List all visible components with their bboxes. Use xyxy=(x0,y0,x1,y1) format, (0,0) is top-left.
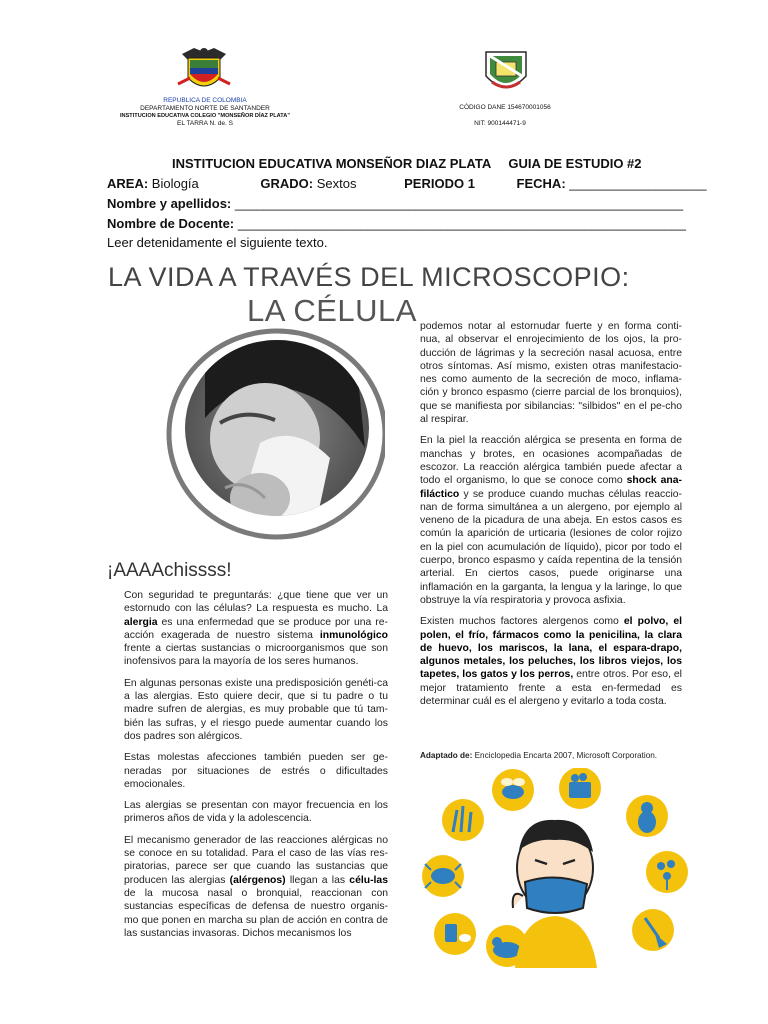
credit-text: Enciclopedia Encarta 2007, Microsoft Corporation. xyxy=(472,751,658,760)
institution-name: INSTITUCION EDUCATIVA MONSEÑOR DIAZ PLATA xyxy=(172,156,491,171)
docente-label: Nombre de Docente: xyxy=(107,216,235,231)
left-paragraph-3: Estas molestas afecciones también pueden ser ge-neradas por situaciones de estrés o dificultades emocionales. xyxy=(124,752,388,790)
institution-title xyxy=(172,156,642,171)
header-right-line-1: CÓDIGO DANE 154670001056 xyxy=(459,104,551,111)
text-span: frente a ciertas sustancias o microorganismos que son inofensivos para la mayoría de los seres humanos. xyxy=(124,643,388,668)
area-label: AREA: xyxy=(107,176,149,191)
text-span: El mecanismo generador de las reacciones alérgicas no se conoce en su totalidad. Para el caso de las vías res-piratorias, parece ser que cuando las sustancias que producen las alergias xyxy=(124,834,388,886)
bee-icon xyxy=(492,769,534,811)
laundry-icon xyxy=(559,768,601,809)
text-span: Con seguridad te preguntarás: ¿que tiene que ver un estornudo con las células? La respuesta es mucho. La xyxy=(124,590,388,615)
school-shield-logo xyxy=(482,48,530,98)
right-paragraph-1: podemos notar al estornudar fuerte y en forma conti-nua, al observar el enrojecimiento de los ojos, la pro-ducción de lágrimas y la secreción nasal acuosa, entre otros síntomas. Así mismo, existen otras manifestacio-nes como aumento de la secreción de moco, inflama-ción y bronco espasmo (cierre parcial de los bronquios), que se manifiesta por sibilancias: "silbidos" en el pe-cho al respirar. xyxy=(420,321,682,426)
left-paragraph-5 xyxy=(124,834,388,940)
broom-icon xyxy=(632,909,674,951)
header-left-line-2: DEPARTAMENTO NORTE DE SANTANDER xyxy=(140,105,270,112)
text-span: llegan a las xyxy=(285,874,350,886)
header-right-line-2: NIT: 900144471-9 xyxy=(474,120,526,127)
left-column xyxy=(124,589,388,940)
nombre-field[interactable]: ______________________________________________________________ xyxy=(234,196,684,211)
term-shock-anafilactico: shock ana-filáctico xyxy=(420,475,682,500)
pollen-plant-icon xyxy=(646,851,688,893)
grado-value: Sextos xyxy=(316,176,357,191)
docente-row xyxy=(107,216,686,231)
text-span: de la mucosa nasal o bronquial, reaccionan con sustancias específicas de defensa de nuestro organis-mo que ponen en marcha su plan de acción en contra de las sustancias invasoras. Dichos mecanismos los xyxy=(124,887,388,939)
dust-mite-icon xyxy=(422,855,464,897)
text-span: es una enfermedad que se produce por una re-acción exagerada de nuestro sistema xyxy=(124,616,388,641)
credit-label: Adaptado de: xyxy=(420,751,473,760)
term-alergia: alergia xyxy=(124,616,158,628)
sneezing-person-photo xyxy=(165,328,385,548)
term-alergenos: (alérgenos) xyxy=(229,874,286,886)
article-banner-subtitle: LA CÉLULA xyxy=(247,293,417,328)
right-paragraph-2 xyxy=(420,434,682,607)
colombia-coat-of-arms xyxy=(176,44,232,96)
header-left-line-3: INSTITUCION EDUCATIVA COLEGIO "MONSEÑOR DÍAZ PLATA" xyxy=(119,113,290,119)
term-celulas: célu-las xyxy=(349,874,388,886)
allergen-list: el polvo, el polen, el frío, fármacos como la penicilina, la clara de huevo, los mariscos, la lana, el espara-drapo, algunos metales, los peluches, los libros viejos, los tapetes, los gatos y los perros, xyxy=(420,616,682,681)
medicine-icon xyxy=(434,913,476,955)
nombre-row xyxy=(107,196,683,211)
text-span: entre otros. Por eso, el mejor tratamiento frente a esta en-fermedad es determinar cuál es el alergeno y evitarlo a toda costa. xyxy=(420,669,682,708)
source-credit xyxy=(420,751,657,760)
grass-icon xyxy=(442,799,484,841)
sneezing-man-icon xyxy=(513,820,597,968)
left-paragraph-1 xyxy=(124,589,388,669)
text-span: En la piel la reacción alérgica se presenta en forma de manchas y brotes, en ocasiones acompañadas de escozor. La reacción alérgica también puede afectar a todo el organismo, lo que se conoce como xyxy=(420,435,682,487)
fecha-label: FECHA: xyxy=(516,176,566,191)
area-row xyxy=(107,176,707,191)
right-paragraph-3 xyxy=(420,615,682,708)
text-span: y se produce cuando muchas células reaccio-nan de forma simultánea a un alergeno, por ejemplo al veneno de la picadura de una abeja. En estos casos es común la aparición de urticaria (lesiones de color rojizo en la piel con acumulación de líquido), picor por todo el cuerpo, bronco espasmo y caída repentina de la tensión arterial. En ciertos casos, puede originarse una inflamación en la garganta, la lengua y la laringe, lo que obstruye la vía respiratoria y provoca asfixia. xyxy=(420,488,682,606)
periodo-label: PERIODO 1 xyxy=(404,176,475,191)
right-column xyxy=(420,320,682,708)
term-inmunologico: inmunológico xyxy=(319,629,388,641)
allergens-illustration xyxy=(415,768,690,968)
guide-number: GUIA DE ESTUDIO #2 xyxy=(508,156,642,171)
docente-field[interactable]: ______________________________________________________________ xyxy=(237,216,687,231)
left-paragraph-2: En algunas personas existe una predisposición genéti-ca a las alergias. Esto quiere decir, que si tu padre o tu madre sufren de alergias, es muy probable que tú tam-bién las sufras, y el riesgo puede aumentar cuando los dos padres son alérgicos. xyxy=(124,677,388,742)
instruction-text: Leer detenidamente el siguiente texto. xyxy=(107,235,328,250)
header-left-line-4: EL TARRA N. de. S xyxy=(177,120,233,127)
fecha-field[interactable]: ___________________ xyxy=(569,176,707,191)
cat-sitting-icon xyxy=(626,795,668,837)
left-paragraph-4: Las alergias se presentan con mayor frecuencia en los primeros años de vida y la adolescencia. xyxy=(124,800,388,825)
article-banner-title: LA VIDA A TRAVÉS DEL MICROSCOPIO: xyxy=(108,262,630,292)
header-left-line-1: REPUBLICA DE COLOMBIA xyxy=(163,97,247,104)
nombre-label: Nombre y apellidos: xyxy=(107,196,232,211)
grado-label: GRADO: xyxy=(260,176,314,191)
article-subtitle: ¡AAAAchissss! xyxy=(107,560,232,581)
area-value: Biología xyxy=(151,176,199,191)
text-span: Existen muchos factores alergenos como xyxy=(420,616,624,628)
